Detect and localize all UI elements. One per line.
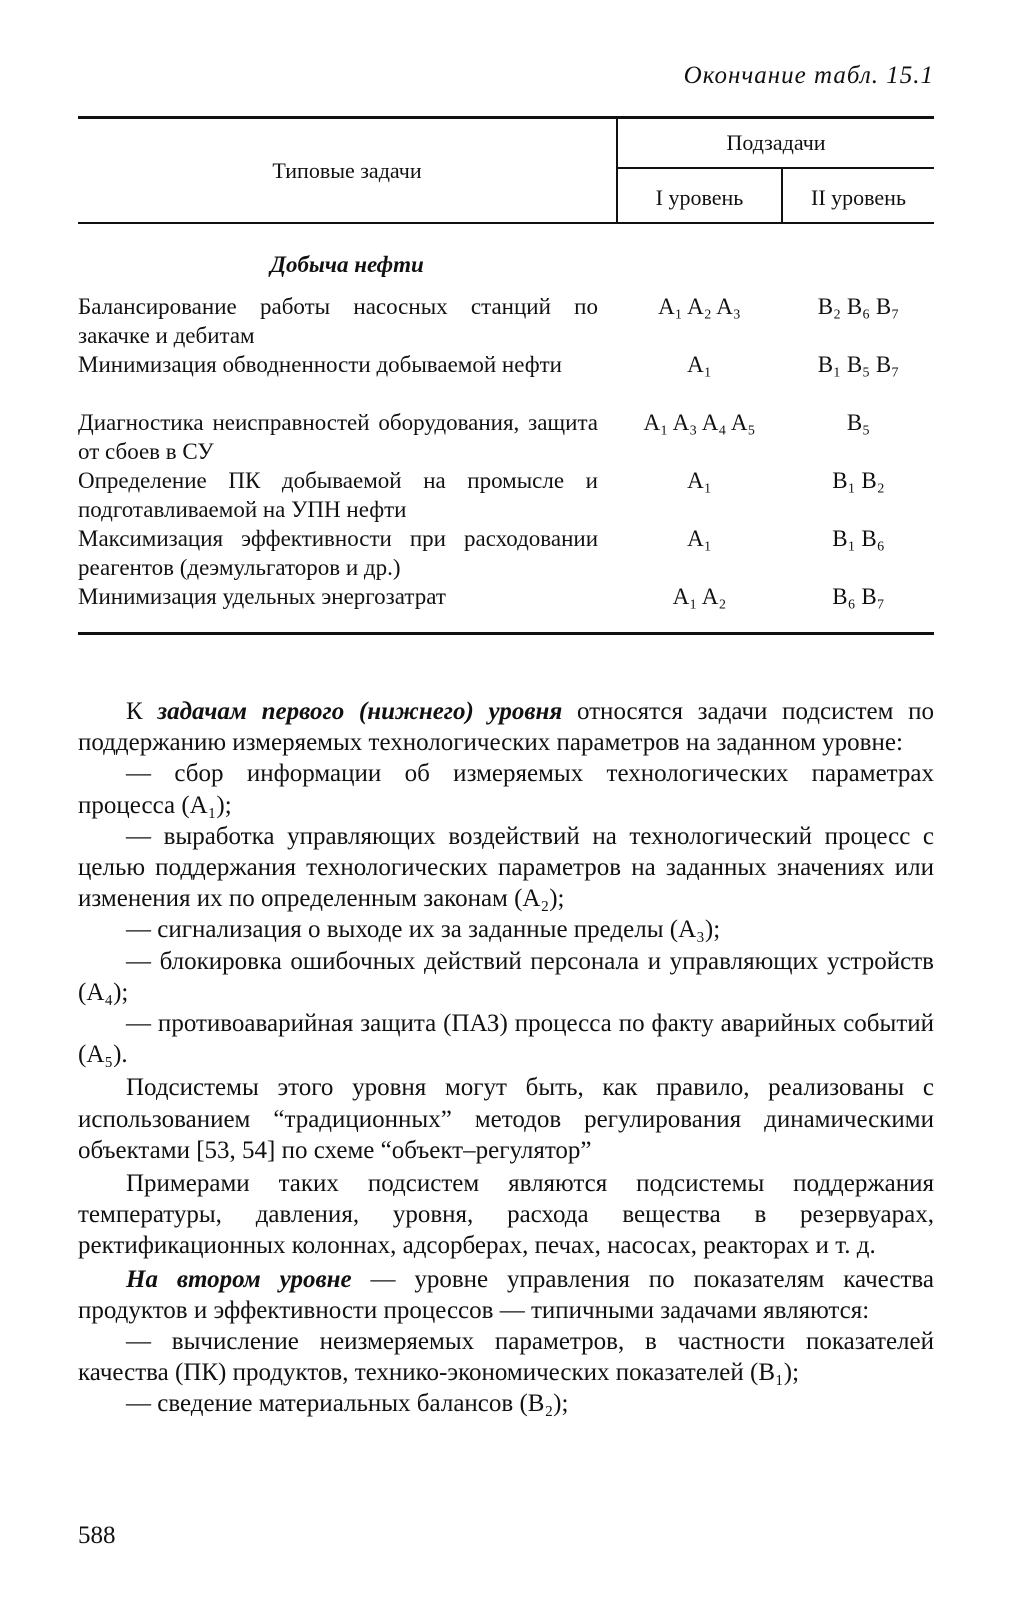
level1-cell: A₁ <box>687 468 712 493</box>
level2-cell: B₁ B₆ <box>832 526 885 551</box>
level2-cell: B₆ B₇ <box>832 584 885 609</box>
level2-cell: B₁ B₂ <box>832 468 885 493</box>
task-cell: Балансирование работы насосных станций по закачке и дебитам <box>78 294 598 348</box>
paragraph: Подсистемы этого уровня могут быть, как правило, реализованы с использованием “традиционных” методов регулирования динамическими объектами [53, 54] по схеме “объект–регулятор” <box>78 1074 934 1164</box>
level2-cell: B₁ B₅ B₇ <box>817 352 900 377</box>
level1-cell: A₁ <box>687 352 712 377</box>
table-section-title: Добыча нефти <box>270 252 424 277</box>
table-row <box>78 524 934 582</box>
level2-cell: B₂ B₆ B₇ <box>817 294 900 319</box>
table-row <box>78 292 934 350</box>
level1-cell: A₁ A₂ A₃ <box>658 294 741 319</box>
table-row <box>78 408 934 466</box>
task-cell: Максимизация эффективности при расходовании реагентов (деэмульгаторов и др.) <box>78 526 598 580</box>
list-item: — вычисление неизмеряемых параметров, в частности показателей качества (ПК) продуктов, технико-экономических показателей (B₁); <box>78 1328 934 1387</box>
list-item: — противоаварийная защита (ПАЗ) процесса по факту аварийных событий (A₅). <box>78 1010 934 1069</box>
header-typical-tasks: Типовые задачи <box>272 158 422 183</box>
list-item: — сведение материальных балансов (B₂); <box>126 1390 569 1418</box>
header-level-1: I уровень <box>655 185 744 210</box>
table-row <box>78 466 934 524</box>
header-subtasks: Подзадачи <box>726 130 826 155</box>
table-bottom-rule <box>78 632 934 635</box>
task-cell: Диагностика неисправностей оборудования, защита от сбоев в СУ <box>78 410 598 464</box>
list-item: — сигнализация о выходе их за заданные пределы (A₃); <box>126 916 721 944</box>
list-item: — блокировка ошибочных действий персонала и управляющих устройств (A₄); <box>78 947 934 1006</box>
task-cell: Минимизация обводненности добываемой нефти <box>78 352 562 377</box>
emphasis-level-1: задачам первого (нижнего) уровня <box>157 698 563 725</box>
level1-cell: A₁ A₂ <box>672 584 727 609</box>
list-item: — выработка управляющих воздействий на технологический процесс с целью поддержания технологических параметров на заданных значениях или изменения их по определенным законам (A₂); <box>78 822 934 913</box>
book-page <box>78 0 934 1600</box>
table-body <box>78 292 934 611</box>
emphasis-level-2: На втором уровне <box>126 1265 352 1293</box>
paragraph: Примерами таких подсистем являются подсистемы поддержания температуры, давления, уровня, расхода вещества в резервуарах, ректификационных колоннах, адсорберах, печах, насосах, реакторах и т. д. <box>78 1170 934 1260</box>
level1-cell: A₁ <box>687 526 712 551</box>
paragraph-level-2-intro: На втором уровне — уровне управления по показателям качества продуктов и эффективности процессов — типичными задачами являются: <box>78 1265 934 1324</box>
paragraph-level-1-intro: К задачам первого (нижнего) уровня относятся задачи подсистем по поддержанию измеряемых технологических параметров на заданном уровне: <box>78 698 934 757</box>
table-row <box>78 582 934 611</box>
level2-cell: B₅ <box>846 410 871 435</box>
table-caption: Окончание табл. 15.1 <box>683 62 934 89</box>
table-row <box>78 350 934 408</box>
table-top-rule <box>78 116 934 119</box>
task-cell: Определение ПК добываемой на промысле и подготавливаемой на УПН нефти <box>78 468 598 522</box>
table-header-rule <box>78 222 934 224</box>
header-level-2: II уровень <box>811 185 906 210</box>
level1-cell: A₁ A₃ A₄ A₅ <box>643 410 756 435</box>
table-subheader-rule <box>618 167 934 169</box>
task-cell: Минимизация удельных энергозатрат <box>78 584 446 609</box>
body-text <box>78 696 934 1420</box>
list-item: — сбор информации об измеряемых технологических параметрах процесса (A₁); <box>78 760 934 819</box>
page-number: 588 <box>78 1522 116 1549</box>
